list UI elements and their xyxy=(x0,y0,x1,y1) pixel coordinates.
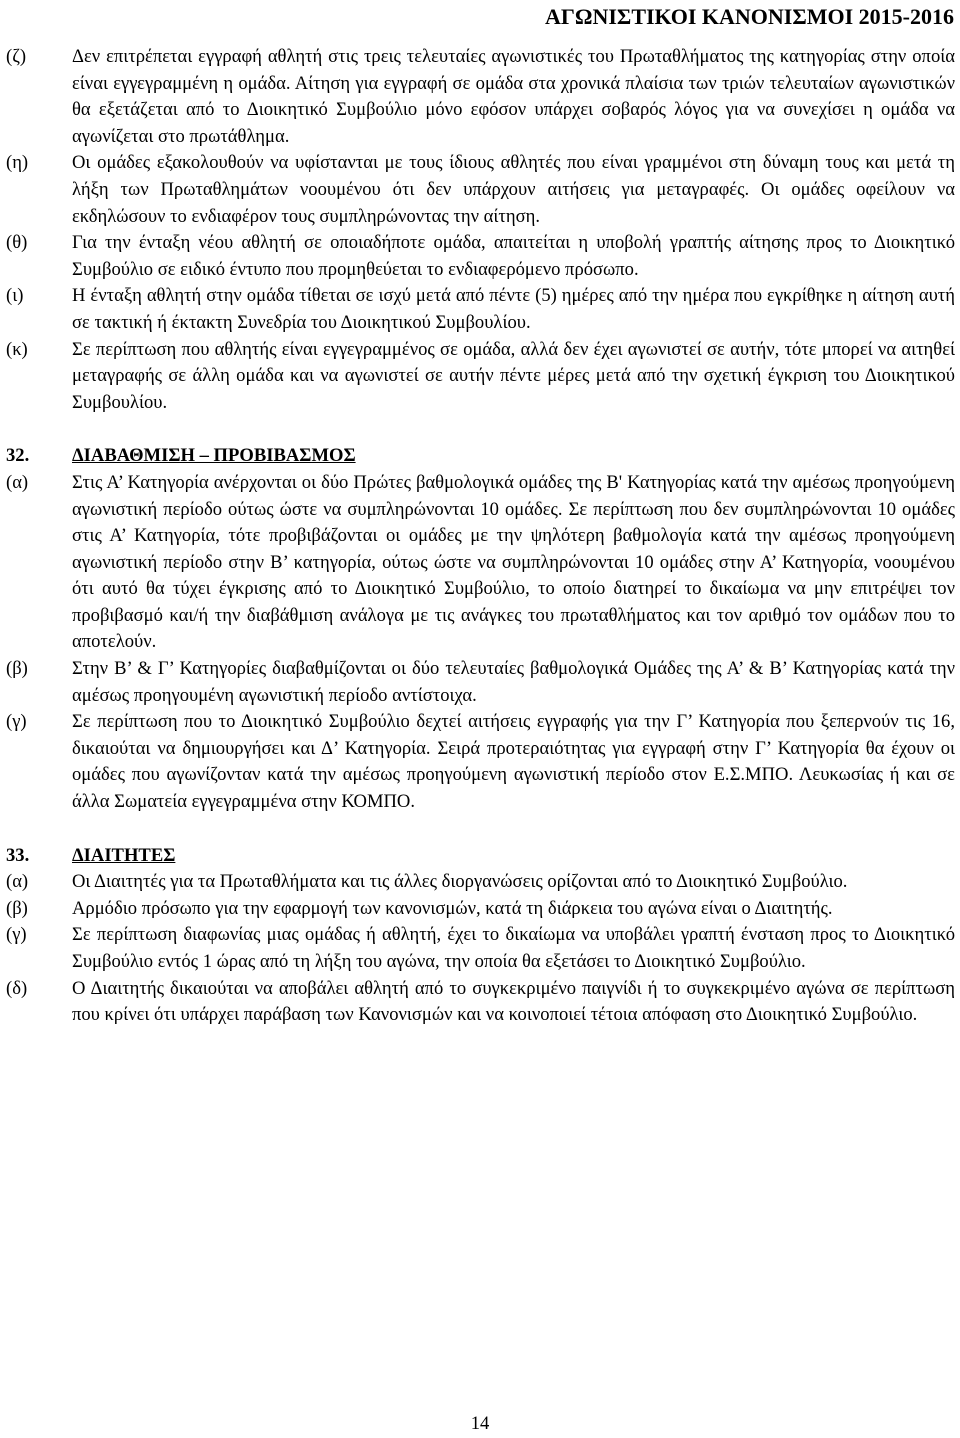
list-item xyxy=(0,976,960,1029)
list-item xyxy=(0,656,960,709)
item-text: Αρμόδιο πρόσωπο για την εφαρμογή των κανονισμών, κατά τη διάρκεια του αγώνα είναι ο Διαιτητής. xyxy=(72,897,833,919)
item-marker: (κ) xyxy=(6,338,28,360)
pre-items-list xyxy=(0,44,960,416)
section-32-items xyxy=(0,470,960,816)
item-marker: (θ) xyxy=(6,232,28,254)
document-body xyxy=(0,44,960,1029)
list-item xyxy=(0,230,960,283)
item-marker: (α) xyxy=(6,471,29,493)
item-text: Ο Διαιτητής δικαιούται να αποβάλει αθλητή από το συγκεκριμένο παιγνίδι ή το συγκεκριμένο αγώνα σε περίπτωση που κρίνει ότι υπάρχει παράβαση των Κανονισμών και να κοινοποιεί τέτοια απόφαση στο Διοικητικό Συμβούλιο. xyxy=(72,977,955,1026)
item-marker: (α) xyxy=(6,871,29,893)
item-marker: (β) xyxy=(6,897,28,919)
item-text: Σε περίπτωση διαφωνίας μιας ομάδας ή αθλητή, έχει το δικαίωμα να υποβάλει γραπτή ένσταση προς το Διοικητικό Συμβούλιο εντός 1 ώρας από τη λήξη του αγώνα, την οποία θα εξετάσει το Διοικητικό Συμβούλιο. xyxy=(72,924,955,972)
item-marker: (δ) xyxy=(6,977,28,999)
list-item xyxy=(0,44,960,150)
section-33-items xyxy=(0,869,960,1029)
section-32-heading xyxy=(0,443,960,470)
item-marker: (β) xyxy=(6,658,28,680)
item-text: Η ένταξη αθλητή στην ομάδα τίθεται σε ισχύ μετά από πέντε (5) ημέρες από την ημέρα που εγκρίθηκε η αίτηση αυτή σε τακτική ή έκτακτη Συνεδρία του Διοικητικού Συμβουλίου. xyxy=(72,285,955,333)
list-item xyxy=(0,150,960,230)
item-marker: (ι) xyxy=(6,285,24,307)
list-item xyxy=(0,896,960,923)
item-text: Για την ένταξη νέου αθλητή σε οποιαδήποτε ομάδα, απαιτείται η υποβολή γραπτής αίτησης προς το Διοικητικό Συμβούλιο σε ειδικό έντυπο που προμηθεύεται το ενδιαφερόμενο πρόσωπο. xyxy=(72,232,955,280)
item-text: Στην Β’ & Γ’ Κατηγορίες διαβαθμίζονται οι δύο τελευταίες βαθμολογικά Ομάδες της Α’ & Β’ Κατηγορίας κατά την αμέσως προηγουμένη αγωνιστική περίοδο αντίστοιχα. xyxy=(72,658,955,706)
item-text: Σε περίπτωση που αθλητής είναι εγγεγραμμένος σε ομάδα, αλλά δεν έχει αγωνιστεί σε αυτήν, τότε μπορεί να αιτηθεί μεταγραφής σε άλλη ομάδα και να αγωνιστεί σε αυτήν πέντε μέρες μετά από την σχετική έγκριση του Διοικητικού Συμβουλίου. xyxy=(72,338,955,413)
item-text: Οι ομάδες εξακολουθούν να υφίστανται με τους ίδιους αθλητές που είναι γραμμένοι στη δύναμη τους και μετά τη λήξη των Πρωταθλημάτων νοουμένου ότι δεν υπάρχουν αιτήσεις για μεταγραφές. Οι ομάδες οφείλουν να εκδηλώσουν το ενδιαφέρον τους συμπληρώνοντας την αίτηση. xyxy=(72,152,955,227)
list-item xyxy=(0,709,960,815)
item-marker: (η) xyxy=(6,152,29,174)
page-number: 14 xyxy=(470,1413,490,1434)
list-item xyxy=(0,869,960,896)
section-33-title: ΔΙΑΙΤΗΤΕΣ xyxy=(72,844,176,866)
section-32-title: ΔΙΑΒΑΘΜΙΣΗ – ΠΡΟΒΙΒΑΣΜΟΣ xyxy=(72,445,356,467)
item-marker: (γ) xyxy=(6,711,27,733)
item-text: Οι Διαιτητές για τα Πρωταθλήματα και τις άλλες διοργανώσεις ορίζονται από το Διοικητικό Συμβούλιο. xyxy=(72,871,848,893)
section-32-number: 32. xyxy=(6,445,30,467)
item-marker: (γ) xyxy=(6,924,27,946)
item-text: Σε περίπτωση που το Διοικητικό Συμβούλιο δεχτεί αιτήσεις εγγραφής για την Γ’ Κατηγορία που ξεπερνούν τις 16, δικαιούται να δημιουργήσει και Δ’ Κατηγορία. Σειρά προτεραιότητας για εγγραφή στην Γ’ Κατηγορία θα έχουν οι ομάδες που αγωνίζονταν κατά την αμέσως προηγούμενη αγωνιστική περίοδο στον Ε.Σ.ΜΠΟ. Λευκωσίας ή και σε άλλα Σωματεία εγγεγραμμένα στην ΚΟΜΠΟ. xyxy=(72,711,955,813)
section-33-heading xyxy=(0,843,960,870)
list-item xyxy=(0,922,960,975)
page-header-title: ΑΓΩΝΙΣΤΙΚΟΙ ΚΑΝΟΝΙΣΜΟΙ 2015-2016 xyxy=(544,4,954,29)
section-33-number: 33. xyxy=(6,844,30,866)
item-marker: (ζ) xyxy=(6,46,27,67)
list-item xyxy=(0,283,960,336)
list-item xyxy=(0,337,960,417)
item-text: Δεν επιτρέπεται εγγραφή αθλητή στις τρεις τελευταίες αγωνιστικές του Πρωταθλήματος της κατηγορίας στην οποία είναι εγγεγραμμένη η ομάδα. Αίτηση για εγγραφή σε ομάδα στα χρονικά πλαίσια των τριών τελευταίων αγωνιστικών θα εξετάζεται από το Διοικητικό Συμβούλιο μόνο εφόσον υπάρχει σοβαρός λόγος για να συνεχίσει η ομάδα να αγωνίζεται στο πρωτάθλημα. xyxy=(72,46,955,147)
item-text: Στις Α’ Κατηγορία ανέρχονται οι δύο Πρώτες βαθμολογικά ομάδες της Β' Κατηγορίας κατά την αμέσως προηγούμενη αγωνιστική περίοδο ούτως ώστε να συμπληρώνονται 10 ομάδες. Σε περίπτωση που δεν συμπληρώνονται 10 ομάδες στις Α’ Κατηγορία, τότε προβιβάζονται οι ομάδες με την ψηλότερη βαθμολογία κατά την αμέσως προηγούμενη αγωνιστική περίοδο στην Β’ κατηγορία, ούτως ώστε να συμπληρώνονται 10 ομάδες στην Α’ Κατηγορία, νοουμένου ότι αυτό θα τύχει έγκρισης από το Διοικητικό Συμβούλιο, το οποίο διατηρεί το δικαίωμα να μην επιτρέψει τον προβιβασμό και/ή την διαβάθμιση ανάλογα με τις ανάγκες του πρωταθλήματος και τον αριθμό τον ομάδων που το αποτελούν. xyxy=(72,471,955,653)
list-item xyxy=(0,470,960,656)
